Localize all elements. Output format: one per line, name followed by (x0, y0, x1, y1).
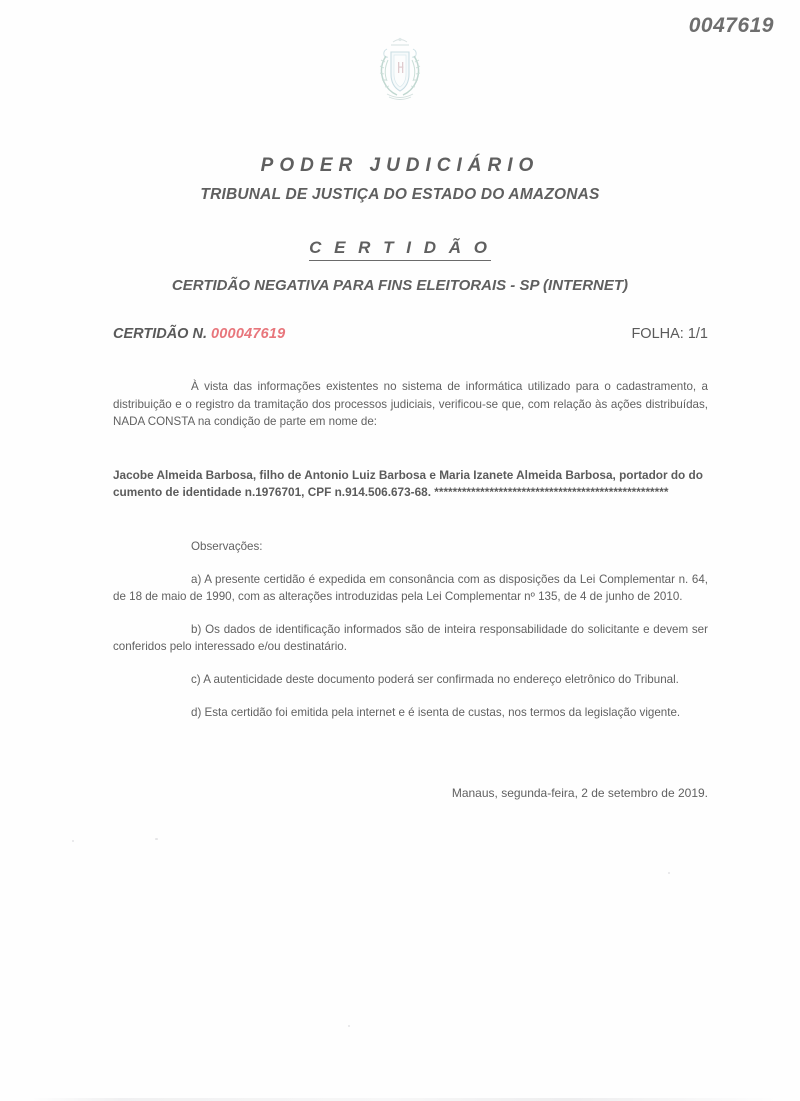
page-title: C E R T I D Ã O (309, 238, 491, 261)
scan-speck (155, 838, 158, 840)
certificate-meta-row (113, 326, 708, 342)
observation-item-a: a) A presente certidão é expedida em consonância com as disposições da Lei Complementar n. 64, de 18 de maio de 1990, com as alterações introduzidas pela Lei Complementar nº 135, de 4 de junho de 2010. (113, 572, 708, 604)
scan-speck (348, 1025, 350, 1027)
certificate-number-label: CERTIDÃO N. (113, 326, 207, 342)
document-header (0, 155, 800, 204)
institution-title: PODER JUDICIÁRIO (260, 155, 540, 176)
certificate-title-block (0, 238, 800, 294)
observation-item-d: d) Esta certidão foi emitida pela internet e é isenta de custas, nos termos da legislação vigente. (191, 705, 681, 719)
certificate-body (113, 378, 708, 721)
scan-speck (72, 840, 74, 842)
observacoes-label: Observações: (191, 539, 263, 553)
emblem-container (0, 32, 800, 106)
observation-item-c: c) A autenticidade deste documento poderá ser confirmada no endereço eletrônico do Tribunal. (191, 672, 679, 686)
certificate-number-value: 000047619 (211, 326, 286, 342)
subject-paragraph: Jacobe Almeida Barbosa, filho de Antonio Luiz Barbosa e Maria Izanete Almeida Barbosa, portador do documento de identidade n.1976701, CPF n.914.506.673-68. *************************************************** (113, 467, 703, 500)
coat-of-arms-icon (369, 32, 431, 106)
scan-document-number: 0047619 (688, 14, 774, 37)
place-and-date: Manaus, segunda-feira, 2 de setembro de 2019. (451, 786, 708, 800)
certificate-subtitle: CERTIDÃO NEGATIVA PARA FINS ELEITORAIS - SP (INTERNET) (171, 277, 629, 294)
page-folio: FOLHA: 1/1 (631, 326, 708, 342)
court-name: TRIBUNAL DE JUSTIÇA DO ESTADO DO AMAZONAS (200, 186, 600, 203)
observation-item-b: b) Os dados de identificação informados são de inteira responsabilidade do solicitante e devem ser conferidos pelo interessado e/ou destinatário. (113, 622, 708, 654)
scan-speck (668, 872, 670, 874)
intro-paragraph: À vista das informações existentes no sistema de informática utilizado para o cadastramento, a distribuição e o registro da tramitação dos processos judiciais, verificou-se que, com relação às ações distribuídas, NADA CONSTA na condição de parte em nome de: (113, 380, 708, 429)
certificate-number-group (113, 326, 285, 342)
